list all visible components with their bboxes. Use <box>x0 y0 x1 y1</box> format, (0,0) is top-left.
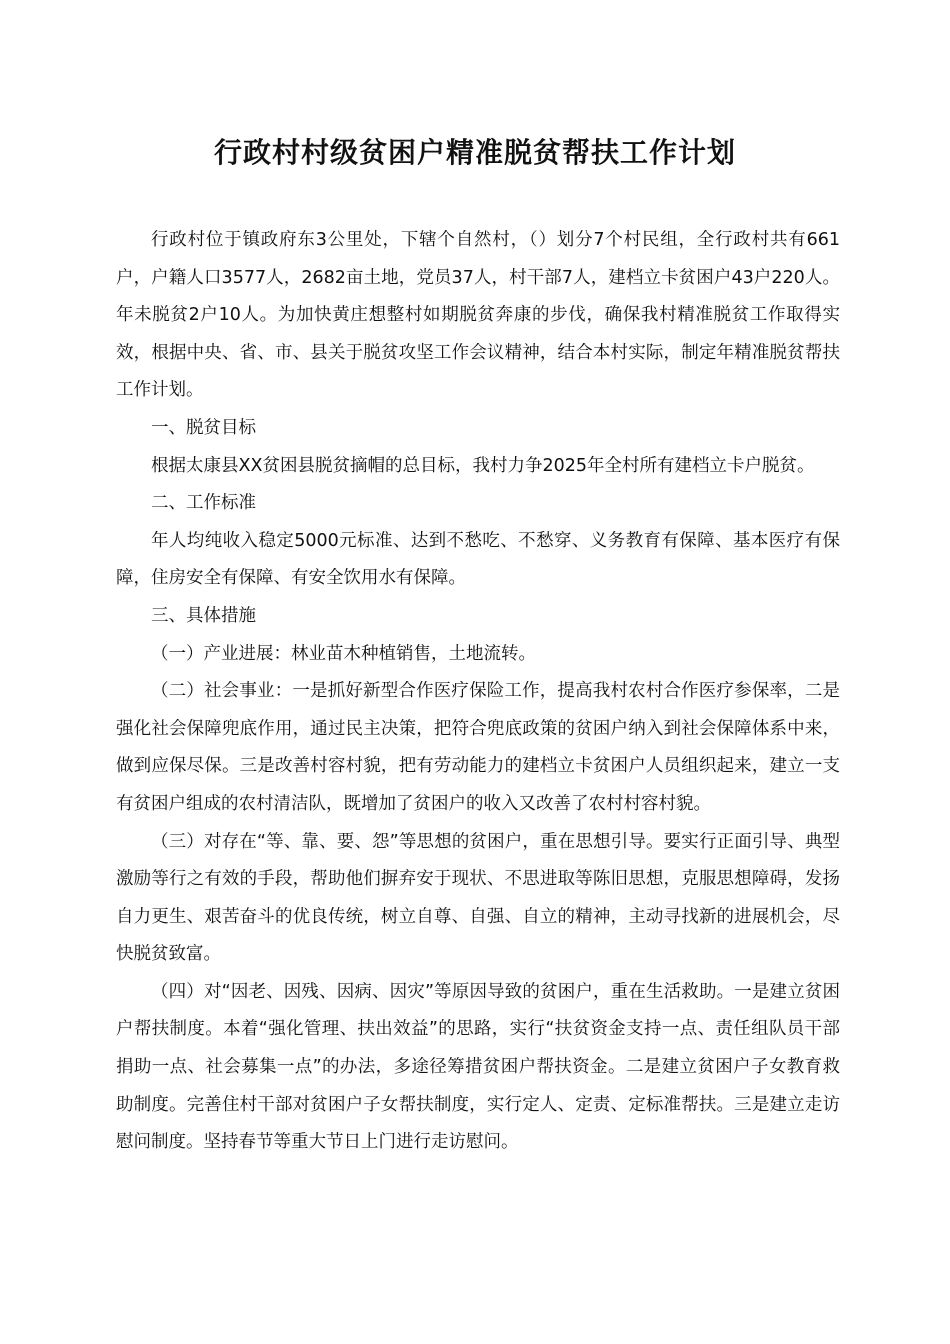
measure-item-mindset: （三）对存在“等、靠、要、怨”等思想的贫困户，重在思想引导。要实行正面引导、典型激励等行之有效的手段，帮助他们摒弃安于现状、不思进取等陈旧思想，克服思想障碍，发扬自力更生、艰苦奋斗的优良传统，树立自尊、自强、自立的精神，主动寻找新的进展机会，尽快脱贫致富。 <box>116 831 840 965</box>
section-heading-measures: 三、具体措施 <box>151 605 256 626</box>
measure-item-social: （二）社会事业：一是抓好新型合作医疗保险工作，提高我村农村合作医疗参保率，二是强化社会保障兜底作用，通过民主决策，把符合兜底政策的贫困户纳入到社会保障体系中来，做到应保尽保。三是改善村容村貌，把有劳动能力的建档立卡贫困户人员组织起来，建立一支有贫困户组成的农村清洁队，既增加了贫困户的收入又改善了农村村容村貌。 <box>116 681 840 814</box>
measure-item-industry: （一）产业进展：林业苗木种植销售，土地流转。 <box>151 643 536 664</box>
intro-paragraph: 行政村位于镇政府东3公里处，下辖个自然村，（）划分7个村民组，全行政村共有661户，户籍人口3577人，2682亩土地，党员37人，村干部7人，建档立卡贫困户43户220人。年未脱贫2户10人。为加快黄庄想整村如期脱贫奔康的步伐，确保我村精准脱贫工作取得实效，根据中央、省、市、县关于脱贫攻坚工作会议精神，结合本村实际，制定年精准脱贫帮扶工作计划。 <box>116 230 840 401</box>
document-title: 行政村村级贫困户精准脱贫帮扶工作计划 <box>213 136 736 169</box>
section-heading-goal: 一、脱贫目标 <box>151 417 256 438</box>
section-text-goal: 根据太康县XX贫困县脱贫摘帽的总目标，我村力争2025年全村所有建档立卡户脱贫。 <box>151 455 815 476</box>
section-heading-standard: 二、工作标准 <box>151 493 256 514</box>
measure-item-relief: （四）对“因老、因残、因病、因灾”等原因导致的贫困户，重在生活救助。一是建立贫困户帮扶制度。本着“强化管理、扶出效益”的思路，实行“扶贫资金支持一点、责任组队员干部捐助一点、社会募集一点”的办法，多途径筹措贫困户帮扶资金。二是建立贫困户子女教育救助制度。完善住村干部对贫困户子女帮扶制度，实行定人、定责、定标准帮扶。三是建立走访慰问制度。坚持春节等重大节日上门进行走访慰问。 <box>116 981 840 1153</box>
section-text-standard: 年人均纯收入稳定5000元标准、达到不愁吃、不愁穿、义务教育有保障、基本医疗有保障，住房安全有保障、有安全饮用水有保障。 <box>116 530 840 589</box>
document-body <box>116 222 840 1162</box>
